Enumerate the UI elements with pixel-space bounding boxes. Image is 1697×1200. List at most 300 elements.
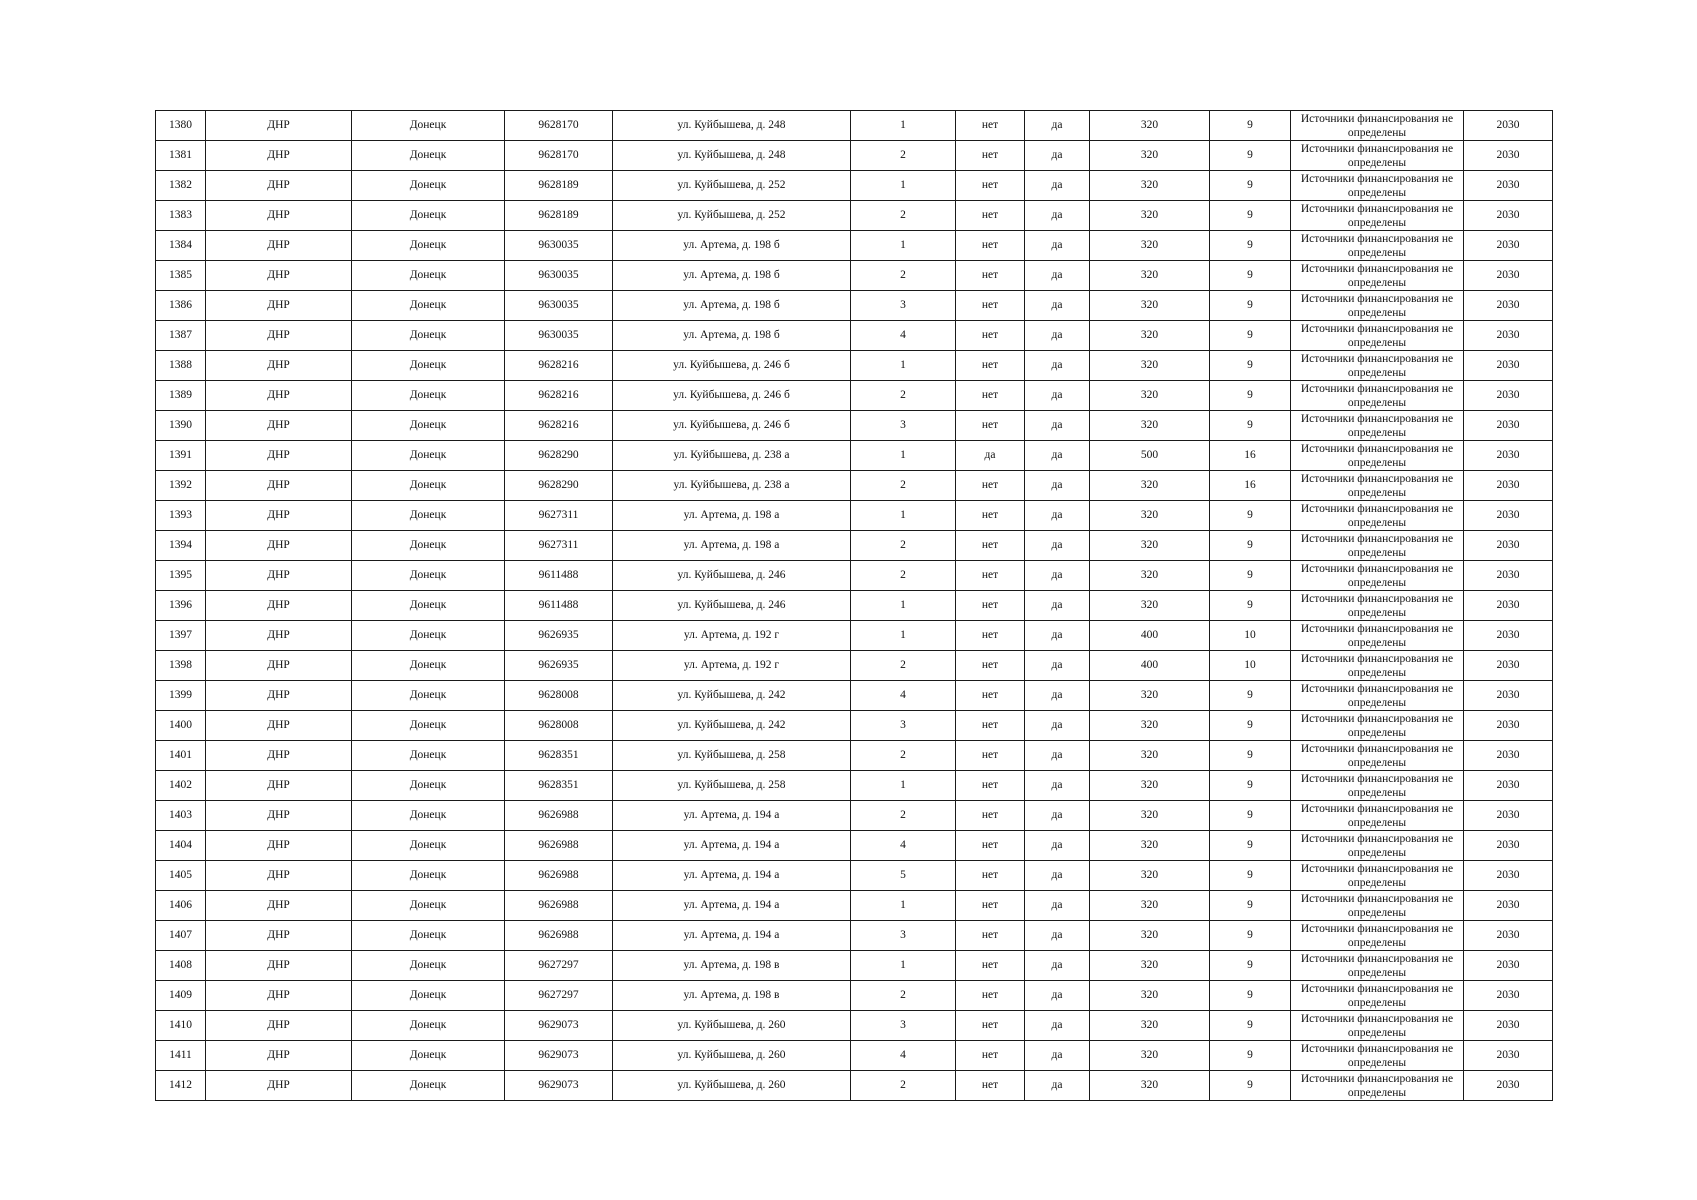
count-cell: 10 [1210,621,1291,651]
table-row [156,801,1553,831]
year-cell: 2030 [1464,531,1553,561]
address-cell: ул. Куйбышева, д. 246 б [613,351,851,381]
object-code-cell: 9627311 [505,531,613,561]
count-cell: 9 [1210,321,1291,351]
flag-a-cell: нет [956,921,1025,951]
table-row [156,291,1553,321]
city-cell: Донецк [352,1011,505,1041]
quantity-cell: 1 [851,111,956,141]
table-row [156,471,1553,501]
flag-a-cell: нет [956,231,1025,261]
region-cell: ДНР [206,141,352,171]
object-code-cell: 9628216 [505,381,613,411]
flag-a-cell: нет [956,381,1025,411]
city-cell: Донецк [352,261,505,291]
flag-a-cell: нет [956,201,1025,231]
funding-source-cell: Источники финансирования не определены [1291,1071,1464,1101]
power-cell: 320 [1090,501,1210,531]
city-cell: Донецк [352,351,505,381]
count-cell: 9 [1210,381,1291,411]
table-row [156,861,1553,891]
row-number-cell: 1387 [156,321,206,351]
quantity-cell: 2 [851,1071,956,1101]
power-cell: 320 [1090,231,1210,261]
year-cell: 2030 [1464,1011,1553,1041]
address-cell: ул. Куйбышева, д. 246 б [613,381,851,411]
table-row [156,1011,1553,1041]
power-cell: 320 [1090,531,1210,561]
address-cell: ул. Куйбышева, д. 238 а [613,441,851,471]
region-cell: ДНР [206,981,352,1011]
row-number-cell: 1399 [156,681,206,711]
flag-b-cell: да [1025,111,1090,141]
power-cell: 320 [1090,291,1210,321]
table-row [156,411,1553,441]
table-row [156,951,1553,981]
count-cell: 10 [1210,651,1291,681]
data-table [155,110,1553,1101]
year-cell: 2030 [1464,591,1553,621]
quantity-cell: 1 [851,501,956,531]
city-cell: Донецк [352,951,505,981]
count-cell: 9 [1210,111,1291,141]
table-row [156,591,1553,621]
city-cell: Донецк [352,801,505,831]
city-cell: Донецк [352,531,505,561]
funding-source-cell: Источники финансирования не определены [1291,471,1464,501]
funding-source-cell: Источники финансирования не определены [1291,591,1464,621]
table-row [156,891,1553,921]
flag-b-cell: да [1025,711,1090,741]
flag-a-cell: нет [956,771,1025,801]
object-code-cell: 9628189 [505,171,613,201]
city-cell: Донецк [352,771,505,801]
object-code-cell: 9630035 [505,231,613,261]
address-cell: ул. Куйбышева, д. 238 а [613,471,851,501]
flag-b-cell: да [1025,321,1090,351]
funding-source-cell: Источники финансирования не определены [1291,921,1464,951]
power-cell: 320 [1090,861,1210,891]
table-body [156,111,1553,1101]
flag-a-cell: нет [956,111,1025,141]
address-cell: ул. Куйбышева, д. 246 б [613,411,851,441]
object-code-cell: 9628290 [505,471,613,501]
city-cell: Донецк [352,501,505,531]
power-cell: 400 [1090,651,1210,681]
power-cell: 320 [1090,681,1210,711]
region-cell: ДНР [206,1041,352,1071]
quantity-cell: 1 [851,621,956,651]
count-cell: 9 [1210,561,1291,591]
flag-a-cell: нет [956,951,1025,981]
city-cell: Донецк [352,291,505,321]
address-cell: ул. Артема, д. 198 а [613,531,851,561]
address-cell: ул. Артема, д. 192 г [613,651,851,681]
region-cell: ДНР [206,861,352,891]
funding-source-cell: Источники финансирования не определены [1291,111,1464,141]
year-cell: 2030 [1464,831,1553,861]
address-cell: ул. Куйбышева, д. 252 [613,201,851,231]
funding-source-cell: Источники финансирования не определены [1291,501,1464,531]
count-cell: 9 [1210,831,1291,861]
city-cell: Донецк [352,411,505,441]
row-number-cell: 1388 [156,351,206,381]
flag-b-cell: да [1025,801,1090,831]
year-cell: 2030 [1464,381,1553,411]
funding-source-cell: Источники финансирования не определены [1291,981,1464,1011]
quantity-cell: 3 [851,711,956,741]
object-code-cell: 9628351 [505,771,613,801]
region-cell: ДНР [206,681,352,711]
power-cell: 500 [1090,441,1210,471]
year-cell: 2030 [1464,471,1553,501]
quantity-cell: 1 [851,351,956,381]
flag-b-cell: да [1025,1071,1090,1101]
address-cell: ул. Куйбышева, д. 248 [613,111,851,141]
flag-a-cell: нет [956,741,1025,771]
object-code-cell: 9629073 [505,1041,613,1071]
year-cell: 2030 [1464,651,1553,681]
address-cell: ул. Артема, д. 198 а [613,501,851,531]
object-code-cell: 9626988 [505,861,613,891]
flag-b-cell: да [1025,1041,1090,1071]
power-cell: 320 [1090,741,1210,771]
quantity-cell: 1 [851,951,956,981]
flag-b-cell: да [1025,171,1090,201]
quantity-cell: 2 [851,651,956,681]
power-cell: 320 [1090,201,1210,231]
table-row [156,681,1553,711]
year-cell: 2030 [1464,351,1553,381]
region-cell: ДНР [206,771,352,801]
region-cell: ДНР [206,921,352,951]
row-number-cell: 1400 [156,711,206,741]
count-cell: 9 [1210,1011,1291,1041]
quantity-cell: 1 [851,771,956,801]
year-cell: 2030 [1464,1041,1553,1071]
object-code-cell: 9626935 [505,621,613,651]
city-cell: Донецк [352,831,505,861]
table-row [156,711,1553,741]
table-row [156,771,1553,801]
row-number-cell: 1402 [156,771,206,801]
address-cell: ул. Куйбышева, д. 248 [613,141,851,171]
flag-a-cell: нет [956,831,1025,861]
city-cell: Донецк [352,891,505,921]
flag-a-cell: нет [956,351,1025,381]
table-row [156,621,1553,651]
object-code-cell: 9627311 [505,501,613,531]
table-row [156,351,1553,381]
quantity-cell: 2 [851,471,956,501]
object-code-cell: 9628189 [505,201,613,231]
count-cell: 9 [1210,981,1291,1011]
flag-a-cell: да [956,441,1025,471]
table-row [156,261,1553,291]
address-cell: ул. Куйбышева, д. 242 [613,711,851,741]
flag-b-cell: да [1025,891,1090,921]
table-row [156,921,1553,951]
funding-source-cell: Источники финансирования не определены [1291,741,1464,771]
object-code-cell: 9626988 [505,801,613,831]
region-cell: ДНР [206,231,352,261]
table-row [156,1071,1553,1101]
address-cell: ул. Куйбышева, д. 252 [613,171,851,201]
funding-source-cell: Источники финансирования не определены [1291,321,1464,351]
address-cell: ул. Артема, д. 194 а [613,921,851,951]
object-code-cell: 9628290 [505,441,613,471]
power-cell: 320 [1090,351,1210,381]
flag-b-cell: да [1025,591,1090,621]
quantity-cell: 1 [851,891,956,921]
city-cell: Донецк [352,1041,505,1071]
table-row [156,561,1553,591]
city-cell: Донецк [352,711,505,741]
year-cell: 2030 [1464,261,1553,291]
power-cell: 320 [1090,951,1210,981]
year-cell: 2030 [1464,951,1553,981]
count-cell: 9 [1210,291,1291,321]
funding-source-cell: Источники финансирования не определены [1291,951,1464,981]
row-number-cell: 1382 [156,171,206,201]
object-code-cell: 9626935 [505,651,613,681]
object-code-cell: 9628170 [505,141,613,171]
region-cell: ДНР [206,291,352,321]
address-cell: ул. Артема, д. 198 в [613,951,851,981]
flag-b-cell: да [1025,381,1090,411]
object-code-cell: 9628216 [505,351,613,381]
city-cell: Донецк [352,141,505,171]
power-cell: 320 [1090,1041,1210,1071]
flag-b-cell: да [1025,621,1090,651]
power-cell: 400 [1090,621,1210,651]
object-code-cell: 9628170 [505,111,613,141]
quantity-cell: 3 [851,921,956,951]
quantity-cell: 1 [851,171,956,201]
row-number-cell: 1398 [156,651,206,681]
address-cell: ул. Артема, д. 198 б [613,231,851,261]
flag-b-cell: да [1025,681,1090,711]
flag-a-cell: нет [956,861,1025,891]
flag-b-cell: да [1025,501,1090,531]
address-cell: ул. Артема, д. 194 а [613,861,851,891]
count-cell: 9 [1210,921,1291,951]
row-number-cell: 1409 [156,981,206,1011]
address-cell: ул. Куйбышева, д. 246 [613,561,851,591]
flag-b-cell: да [1025,291,1090,321]
flag-a-cell: нет [956,621,1025,651]
table-row [156,171,1553,201]
flag-b-cell: да [1025,951,1090,981]
funding-source-cell: Источники финансирования не определены [1291,651,1464,681]
funding-source-cell: Источники финансирования не определены [1291,1041,1464,1071]
address-cell: ул. Артема, д. 198 б [613,261,851,291]
flag-b-cell: да [1025,1011,1090,1041]
funding-source-cell: Источники финансирования не определены [1291,441,1464,471]
city-cell: Донецк [352,201,505,231]
region-cell: ДНР [206,321,352,351]
funding-source-cell: Источники финансирования не определены [1291,891,1464,921]
object-code-cell: 9626988 [505,921,613,951]
quantity-cell: 4 [851,321,956,351]
year-cell: 2030 [1464,681,1553,711]
year-cell: 2030 [1464,801,1553,831]
quantity-cell: 2 [851,381,956,411]
city-cell: Донецк [352,111,505,141]
count-cell: 9 [1210,261,1291,291]
row-number-cell: 1406 [156,891,206,921]
quantity-cell: 5 [851,861,956,891]
count-cell: 16 [1210,441,1291,471]
count-cell: 16 [1210,471,1291,501]
year-cell: 2030 [1464,201,1553,231]
object-code-cell: 9627297 [505,981,613,1011]
quantity-cell: 1 [851,591,956,621]
object-code-cell: 9628351 [505,741,613,771]
address-cell: ул. Куйбышева, д. 260 [613,1011,851,1041]
region-cell: ДНР [206,951,352,981]
row-number-cell: 1384 [156,231,206,261]
region-cell: ДНР [206,1011,352,1041]
row-number-cell: 1410 [156,1011,206,1041]
flag-a-cell: нет [956,561,1025,591]
funding-source-cell: Источники финансирования не определены [1291,381,1464,411]
power-cell: 320 [1090,171,1210,201]
year-cell: 2030 [1464,411,1553,441]
row-number-cell: 1401 [156,741,206,771]
funding-source-cell: Источники финансирования не определены [1291,681,1464,711]
power-cell: 320 [1090,1071,1210,1101]
flag-a-cell: нет [956,681,1025,711]
funding-source-cell: Источники финансирования не определены [1291,351,1464,381]
year-cell: 2030 [1464,981,1553,1011]
region-cell: ДНР [206,1071,352,1101]
table-row [156,141,1553,171]
city-cell: Донецк [352,681,505,711]
year-cell: 2030 [1464,921,1553,951]
table-row [156,111,1553,141]
row-number-cell: 1389 [156,381,206,411]
count-cell: 9 [1210,501,1291,531]
flag-a-cell: нет [956,291,1025,321]
flag-a-cell: нет [956,891,1025,921]
row-number-cell: 1397 [156,621,206,651]
object-code-cell: 9628008 [505,681,613,711]
power-cell: 320 [1090,801,1210,831]
object-code-cell: 9630035 [505,261,613,291]
flag-b-cell: да [1025,141,1090,171]
year-cell: 2030 [1464,891,1553,921]
row-number-cell: 1404 [156,831,206,861]
region-cell: ДНР [206,201,352,231]
city-cell: Донецк [352,561,505,591]
power-cell: 320 [1090,891,1210,921]
flag-b-cell: да [1025,981,1090,1011]
object-code-cell: 9626988 [505,831,613,861]
count-cell: 9 [1210,531,1291,561]
count-cell: 9 [1210,411,1291,441]
year-cell: 2030 [1464,111,1553,141]
quantity-cell: 2 [851,981,956,1011]
address-cell: ул. Куйбышева, д. 246 [613,591,851,621]
year-cell: 2030 [1464,1071,1553,1101]
quantity-cell: 2 [851,531,956,561]
funding-source-cell: Источники финансирования не определены [1291,291,1464,321]
city-cell: Донецк [352,591,505,621]
region-cell: ДНР [206,891,352,921]
city-cell: Донецк [352,321,505,351]
city-cell: Донецк [352,651,505,681]
object-code-cell: 9630035 [505,291,613,321]
quantity-cell: 2 [851,561,956,591]
year-cell: 2030 [1464,291,1553,321]
region-cell: ДНР [206,261,352,291]
address-cell: ул. Артема, д. 198 б [613,321,851,351]
table-row [156,651,1553,681]
table-row [156,321,1553,351]
object-code-cell: 9628216 [505,411,613,441]
count-cell: 9 [1210,231,1291,261]
funding-source-cell: Источники финансирования не определены [1291,621,1464,651]
table-row [156,531,1553,561]
address-cell: ул. Куйбышева, д. 258 [613,741,851,771]
region-cell: ДНР [206,171,352,201]
power-cell: 320 [1090,1011,1210,1041]
table-row [156,981,1553,1011]
row-number-cell: 1407 [156,921,206,951]
region-cell: ДНР [206,621,352,651]
year-cell: 2030 [1464,861,1553,891]
row-number-cell: 1395 [156,561,206,591]
address-cell: ул. Артема, д. 192 г [613,621,851,651]
row-number-cell: 1392 [156,471,206,501]
flag-b-cell: да [1025,351,1090,381]
flag-a-cell: нет [956,171,1025,201]
funding-source-cell: Источники финансирования не определены [1291,171,1464,201]
funding-source-cell: Источники финансирования не определены [1291,531,1464,561]
count-cell: 9 [1210,171,1291,201]
flag-a-cell: нет [956,801,1025,831]
count-cell: 9 [1210,591,1291,621]
count-cell: 9 [1210,801,1291,831]
address-cell: ул. Куйбышева, д. 242 [613,681,851,711]
power-cell: 320 [1090,981,1210,1011]
power-cell: 320 [1090,321,1210,351]
power-cell: 320 [1090,411,1210,441]
quantity-cell: 2 [851,801,956,831]
flag-a-cell: нет [956,1011,1025,1041]
power-cell: 320 [1090,591,1210,621]
flag-b-cell: да [1025,921,1090,951]
flag-a-cell: нет [956,981,1025,1011]
row-number-cell: 1393 [156,501,206,531]
city-cell: Донецк [352,171,505,201]
region-cell: ДНР [206,381,352,411]
row-number-cell: 1386 [156,291,206,321]
funding-source-cell: Источники финансирования не определены [1291,141,1464,171]
city-cell: Донецк [352,861,505,891]
city-cell: Донецк [352,471,505,501]
address-cell: ул. Артема, д. 194 а [613,831,851,861]
flag-b-cell: да [1025,201,1090,231]
flag-b-cell: да [1025,261,1090,291]
city-cell: Донецк [352,741,505,771]
year-cell: 2030 [1464,561,1553,591]
flag-b-cell: да [1025,771,1090,801]
quantity-cell: 1 [851,441,956,471]
row-number-cell: 1411 [156,1041,206,1071]
region-cell: ДНР [206,801,352,831]
